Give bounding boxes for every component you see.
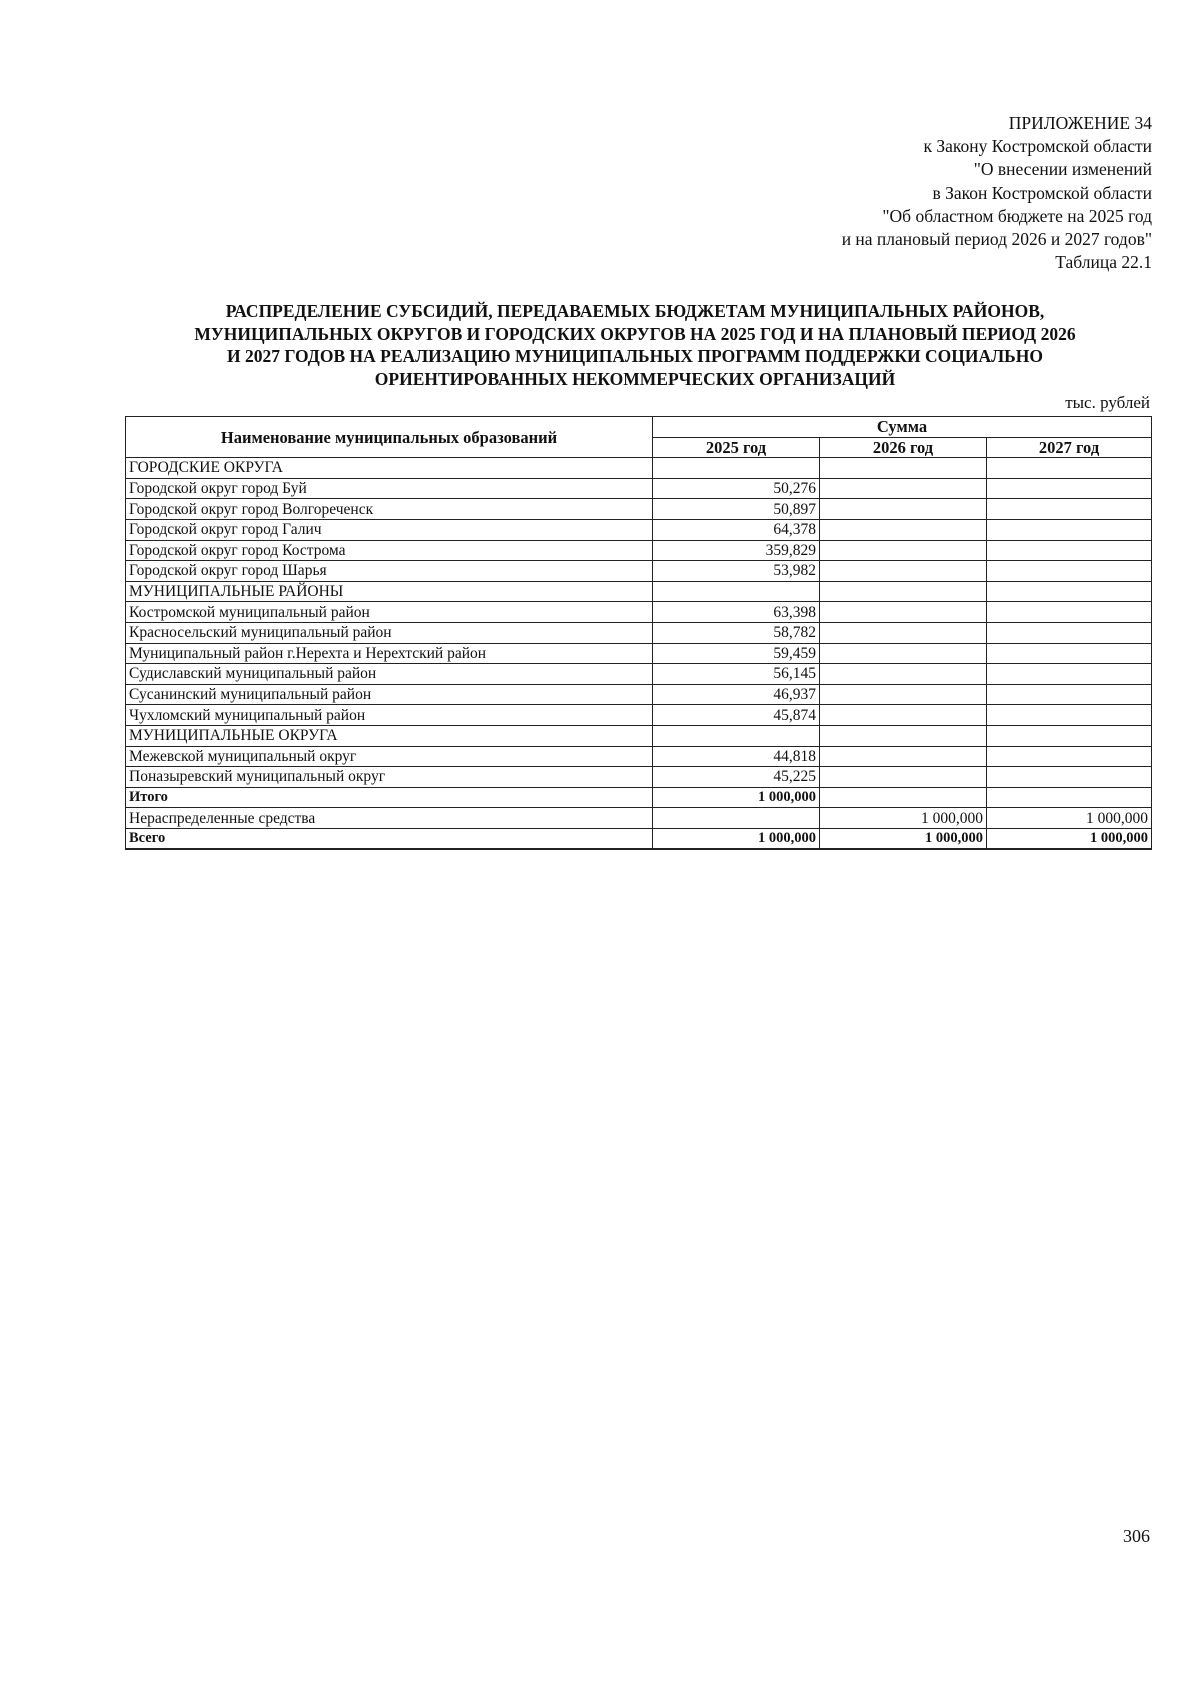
value-2025: 50,276 xyxy=(653,478,820,499)
table-row xyxy=(126,664,1152,685)
header-line: и на плановый период 2026 и 2027 годов" xyxy=(841,229,1152,250)
table-row xyxy=(126,478,1152,499)
value-2026 xyxy=(820,561,987,582)
row-name: Костромской муниципальный район xyxy=(126,602,653,623)
title-line: И 2027 ГОДОВ НА РЕАЛИЗАЦИЮ МУНИЦИПАЛЬНЫХ ПРОГРАММ ПОДДЕРЖКИ СОЦИАЛЬНО xyxy=(227,346,1043,366)
value-2027 xyxy=(987,643,1152,664)
value-2027 xyxy=(987,787,1152,808)
value-2025: 44,818 xyxy=(653,746,820,767)
table-row xyxy=(126,705,1152,726)
value-2026 xyxy=(820,540,987,561)
column-header-name: Наименование муниципальных образований xyxy=(126,417,653,458)
value-2027 xyxy=(987,684,1152,705)
table-row-section xyxy=(126,725,1152,746)
value-2025: 46,937 xyxy=(653,684,820,705)
table-row xyxy=(126,622,1152,643)
value-2026 xyxy=(820,478,987,499)
value-2026: 1 000,000 xyxy=(820,808,987,829)
table-row xyxy=(126,767,1152,788)
row-name: Городской округ город Буй xyxy=(126,478,653,499)
value-2027 xyxy=(987,725,1152,746)
row-name: Городской округ город Галич xyxy=(126,519,653,540)
value-2027 xyxy=(987,499,1152,520)
header-line: к Закону Костромской области xyxy=(923,136,1152,157)
value-2025 xyxy=(653,725,820,746)
value-2027 xyxy=(987,581,1152,602)
value-2026: 1 000,000 xyxy=(820,828,987,849)
value-2027 xyxy=(987,519,1152,540)
value-2026 xyxy=(820,787,987,808)
value-2026 xyxy=(820,725,987,746)
row-name: Городской округ город Кострома xyxy=(126,540,653,561)
value-2025: 59,459 xyxy=(653,643,820,664)
row-name: Нераспределенные средства xyxy=(126,808,653,829)
table-row-total xyxy=(126,828,1152,849)
value-2025: 53,982 xyxy=(653,561,820,582)
table-row xyxy=(126,684,1152,705)
value-2026 xyxy=(820,767,987,788)
value-2025 xyxy=(653,808,820,829)
row-name: Итого xyxy=(126,787,653,808)
value-2025: 64,378 xyxy=(653,519,820,540)
table-number: Таблица 22.1 xyxy=(1055,252,1152,273)
row-name: Чухломский муниципальный район xyxy=(126,705,653,726)
value-2027 xyxy=(987,458,1152,479)
value-2025: 45,225 xyxy=(653,767,820,788)
row-name: Городской округ город Шарья xyxy=(126,561,653,582)
table-row-unallocated xyxy=(126,808,1152,829)
subsidy-table xyxy=(125,416,1152,850)
value-2026 xyxy=(820,602,987,623)
title-line: РАСПРЕДЕЛЕНИЕ СУБСИДИЙ, ПЕРЕДАВАЕМЫХ БЮДЖЕТАМ МУНИЦИПАЛЬНЫХ РАЙОНОВ, xyxy=(225,301,1045,321)
value-2027 xyxy=(987,478,1152,499)
value-2027 xyxy=(987,622,1152,643)
value-2026 xyxy=(820,643,987,664)
appendix-header xyxy=(632,112,1152,274)
table-row xyxy=(126,746,1152,767)
value-2027 xyxy=(987,705,1152,726)
value-2025: 359,829 xyxy=(653,540,820,561)
value-2026 xyxy=(820,664,987,685)
value-2027 xyxy=(987,746,1152,767)
value-2027 xyxy=(987,664,1152,685)
row-name: Городской округ город Волгореченск xyxy=(126,499,653,520)
value-2027 xyxy=(987,602,1152,623)
row-name: Муниципальный район г.Нерехта и Нерехтский район xyxy=(126,643,653,664)
table-row xyxy=(126,643,1152,664)
value-2027: 1 000,000 xyxy=(987,828,1152,849)
table-row-section xyxy=(126,581,1152,602)
row-name: ГОРОДСКИЕ ОКРУГА xyxy=(126,458,653,479)
row-name: Красносельский муниципальный район xyxy=(126,622,653,643)
value-2026 xyxy=(820,705,987,726)
header-line: "Об областном бюджете на 2025 год xyxy=(882,205,1152,226)
header-line: ПРИЛОЖЕНИЕ 34 xyxy=(1008,113,1152,133)
value-2025: 58,782 xyxy=(653,622,820,643)
table-row xyxy=(126,540,1152,561)
value-2026 xyxy=(820,499,987,520)
value-2026 xyxy=(820,746,987,767)
value-2025 xyxy=(653,581,820,602)
value-2027 xyxy=(987,561,1152,582)
value-2027: 1 000,000 xyxy=(987,808,1152,829)
column-header-sum: Сумма xyxy=(653,417,1152,438)
header-line: "О внесении изменений xyxy=(973,159,1152,180)
row-name: Поназыревский муниципальный округ xyxy=(126,767,653,788)
table-row-subtotal xyxy=(126,787,1152,808)
units-label: тыс. рублей xyxy=(1065,393,1150,412)
row-name: Судиславский муниципальный район xyxy=(126,664,653,685)
title-line: МУНИЦИПАЛЬНЫХ ОКРУГОВ И ГОРОДСКИХ ОКРУГОВ НА 2025 ГОД И НА ПЛАНОВЫЙ ПЕРИОД 2026 xyxy=(194,323,1076,344)
document-title xyxy=(120,300,1150,390)
value-2026 xyxy=(820,519,987,540)
column-header-2027: 2027 год xyxy=(987,437,1152,458)
value-2025: 63,398 xyxy=(653,602,820,623)
row-name: МУНИЦИПАЛЬНЫЕ РАЙОНЫ xyxy=(126,581,653,602)
value-2026 xyxy=(820,622,987,643)
row-name: Сусанинский муниципальный район xyxy=(126,684,653,705)
value-2025: 45,874 xyxy=(653,705,820,726)
table-row xyxy=(126,602,1152,623)
row-name: МУНИЦИПАЛЬНЫЕ ОКРУГА xyxy=(126,725,653,746)
table-row-section xyxy=(126,458,1152,479)
value-2026 xyxy=(820,458,987,479)
column-header-2025: 2025 год xyxy=(653,437,820,458)
value-2026 xyxy=(820,581,987,602)
title-line: ОРИЕНТИРОВАННЫХ НЕКОММЕРЧЕСКИХ ОРГАНИЗАЦИЙ xyxy=(374,368,896,389)
table-row xyxy=(126,499,1152,520)
value-2026 xyxy=(820,684,987,705)
value-2025 xyxy=(653,458,820,479)
value-2025: 56,145 xyxy=(653,664,820,685)
value-2027 xyxy=(987,540,1152,561)
row-name: Всего xyxy=(126,828,653,849)
table-row xyxy=(126,519,1152,540)
header-line: в Закон Костромской области xyxy=(932,182,1152,203)
row-name: Межевской муниципальный округ xyxy=(126,746,653,767)
value-2025: 50,897 xyxy=(653,499,820,520)
value-2025: 1 000,000 xyxy=(653,787,820,808)
value-2025: 1 000,000 xyxy=(653,828,820,849)
value-2027 xyxy=(987,767,1152,788)
column-header-2026: 2026 год xyxy=(820,437,987,458)
table-row xyxy=(126,561,1152,582)
page-number: 306 xyxy=(1123,1526,1150,1546)
